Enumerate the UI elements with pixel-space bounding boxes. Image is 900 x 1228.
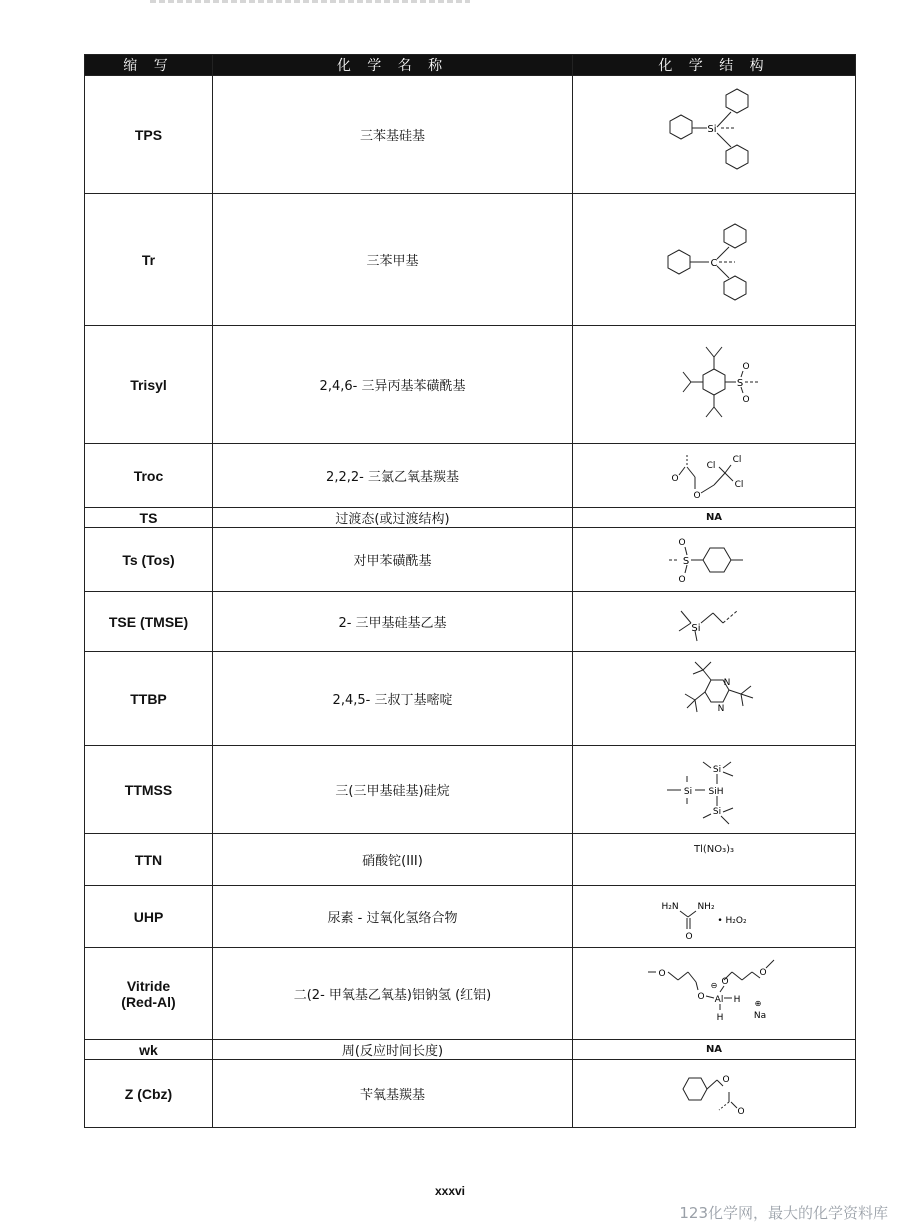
triphenylsilyl-structure: [659, 85, 769, 185]
abbr-cell: Ts (Tos): [85, 528, 213, 592]
abbr-cell: Trisyl: [85, 326, 213, 444]
abbr-cell: UHP: [85, 886, 213, 948]
header-structure: 化 学 结 构: [573, 55, 856, 76]
abbr-cell: TSE (TMSE): [85, 592, 213, 652]
table-row: [85, 528, 856, 592]
atom-label: Si: [683, 786, 693, 797]
troc-structure: [659, 449, 769, 503]
atom-label: • H₂O₂: [717, 915, 747, 926]
structure-cell: Tl(NO₃)₃: [573, 834, 856, 886]
atom-label: Si: [691, 622, 701, 634]
abbr-cell: [85, 948, 213, 1040]
atom-label: SiH: [708, 786, 724, 797]
scan-artifact: [150, 0, 470, 3]
atom-label: O: [685, 931, 693, 942]
header-abbr: 缩 写: [85, 55, 213, 76]
atom-label: O: [671, 473, 679, 484]
table-row: [85, 886, 856, 948]
trityl-structure: [659, 210, 769, 310]
abbr-cell: Troc: [85, 444, 213, 508]
atom-label: Na: [753, 1010, 767, 1021]
header-name: 化 学 名 称: [213, 55, 573, 76]
name-cell: 周(反应时间长度): [213, 1040, 573, 1060]
atom-label: S: [736, 377, 744, 389]
table-row: [85, 948, 856, 1040]
structure-cell: [573, 76, 856, 194]
atom-label: Si: [712, 806, 722, 817]
atom-label: O: [742, 361, 750, 372]
name-cell: 2,4,5- 三叔丁基嘧啶: [213, 652, 573, 746]
abbreviation-table: [84, 54, 856, 1128]
atom-label: O: [678, 574, 686, 585]
table-header-row: [85, 55, 856, 76]
atom-label: O: [697, 991, 705, 1002]
name-cell: 2,4,6- 三异丙基苯磺酰基: [213, 326, 573, 444]
name-cell: 二(2- 甲氧基乙氧基)铝钠氢 (红铝): [213, 948, 573, 1040]
name-cell: 尿素 - 过氧化氢络合物: [213, 886, 573, 948]
name-cell: 三苯甲基: [213, 194, 573, 326]
abbr-line: (Red-Al): [121, 993, 176, 1010]
structure-cell: [573, 886, 856, 948]
abbr-cell: wk: [85, 1040, 213, 1060]
atom-label: Cl: [734, 479, 744, 490]
structure-cell: [573, 1060, 856, 1128]
atom-label: O: [693, 490, 701, 501]
watermark-text: 123化学网，最大的化学资料库: [679, 1204, 888, 1222]
abbr-cell: TPS: [85, 76, 213, 194]
charge-label: ⊕: [754, 998, 762, 1008]
abbr-cell: Z (Cbz): [85, 1060, 213, 1128]
atom-label: H₂N: [661, 901, 679, 912]
name-cell: 三苯基硅基: [213, 76, 573, 194]
atom-label: Si: [712, 764, 722, 775]
abbr-line: Vitride: [126, 977, 171, 994]
atom-label: O: [721, 976, 729, 987]
table-row: [85, 652, 856, 746]
abbr-cell: TS: [85, 508, 213, 528]
table-row: [85, 444, 856, 508]
table-row: [85, 1040, 856, 1060]
name-cell: 2,2,2- 三氯乙氧基羰基: [213, 444, 573, 508]
atom-label: O: [737, 1106, 745, 1117]
table-row: [85, 326, 856, 444]
tmse-structure: [669, 597, 759, 647]
name-cell: 对甲苯磺酰基: [213, 528, 573, 592]
structure-cell: [573, 948, 856, 1040]
table-row: [85, 194, 856, 326]
table-row: [85, 1060, 856, 1128]
structure-cell: NA: [573, 1040, 856, 1060]
atom-label: S: [682, 555, 690, 567]
ttmss-structure: [659, 750, 769, 830]
uhp-structure: [654, 891, 774, 943]
red-al-structure: [644, 952, 784, 1036]
atom-label: O: [678, 537, 686, 548]
atom-label: O: [742, 394, 750, 405]
atom-label: Cl: [732, 454, 742, 465]
atom-label: H: [733, 994, 741, 1005]
atom-label: Si: [707, 123, 717, 135]
structure-cell: [573, 652, 856, 746]
atom-label: N: [717, 703, 725, 714]
atom-label: Al: [714, 994, 724, 1005]
atom-label: NH₂: [697, 901, 715, 912]
atom-label: H: [716, 1012, 724, 1023]
name-cell: 三(三甲基硅基)硅烷: [213, 746, 573, 834]
atom-label: O: [722, 1074, 730, 1085]
charge-label: ⊖: [710, 980, 718, 990]
table-row: [85, 508, 856, 528]
structure-cell: [573, 746, 856, 834]
structure-cell: [573, 194, 856, 326]
structure-cell: [573, 444, 856, 508]
name-cell: 过渡态(或过渡结构): [213, 508, 573, 528]
atom-label: O: [658, 968, 666, 979]
name-cell: 硝酸铊(III): [213, 834, 573, 886]
name-cell: 2- 三甲基硅基乙基: [213, 592, 573, 652]
atom-label: O: [759, 967, 767, 978]
page-number: xxxvi: [434, 1184, 466, 1198]
table-row: [85, 834, 856, 886]
atom-label: C: [710, 257, 718, 269]
structure-cell: NA: [573, 508, 856, 528]
structure-cell: [573, 326, 856, 444]
structure-cell: [573, 528, 856, 592]
abbr-cell: TTBP: [85, 652, 213, 746]
table-row: [85, 76, 856, 194]
tosyl-structure: [659, 533, 769, 587]
atom-label: Cl: [706, 460, 716, 471]
table-row: [85, 746, 856, 834]
abbr-cell: TTN: [85, 834, 213, 886]
atom-label: N: [723, 677, 731, 688]
structure-cell: [573, 592, 856, 652]
name-cell: 苄氧基羰基: [213, 1060, 573, 1128]
ttbp-structure: [659, 656, 769, 742]
table-row: [85, 592, 856, 652]
abbr-cell: Tr: [85, 194, 213, 326]
trisyl-structure: [654, 335, 774, 435]
abbr-cell: TTMSS: [85, 746, 213, 834]
cbz-structure: [659, 1064, 769, 1124]
